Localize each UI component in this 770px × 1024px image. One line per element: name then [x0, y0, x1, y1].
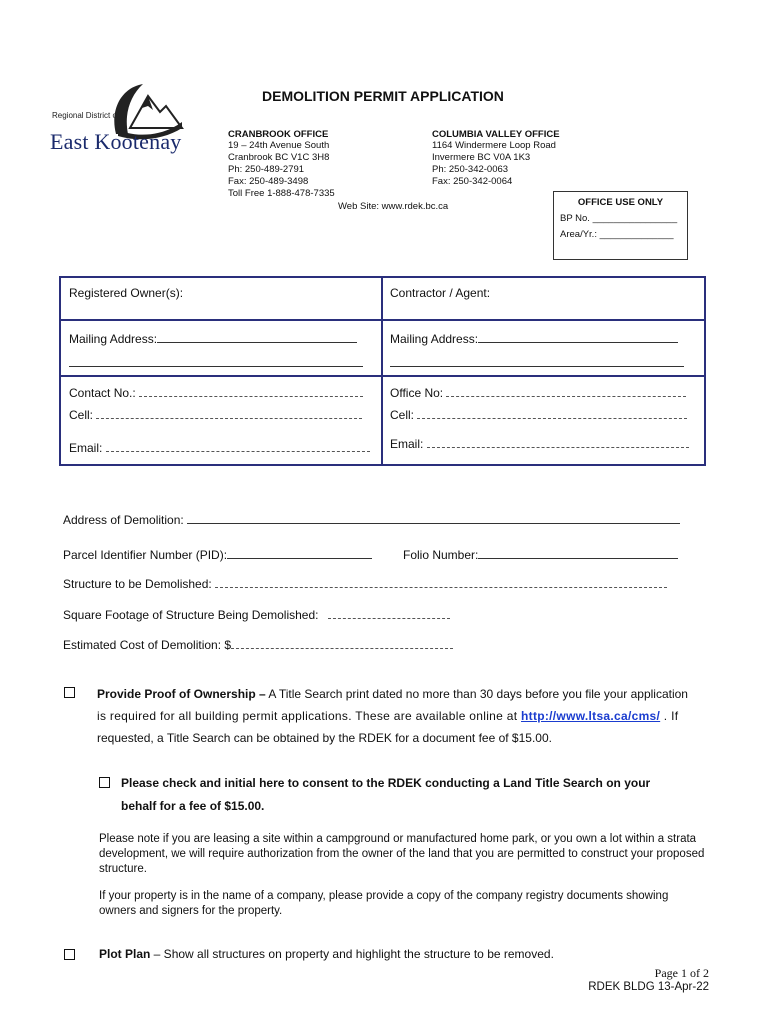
area-year: Area/Yr.: ______________ — [560, 229, 674, 240]
owner-contact-input[interactable] — [139, 396, 363, 397]
ownership-text2: is required for all building permit applications. These are available online at — [97, 709, 522, 723]
rdek-logo — [48, 76, 188, 161]
page-title: DEMOLITION PERMIT APPLICATION — [262, 88, 504, 104]
cranbrook-address2: Cranbrook BC V1C 3H8 — [228, 152, 330, 163]
logo-big-text: East Kootenay — [50, 129, 182, 154]
structure-label: Structure to be Demolished: — [63, 577, 212, 591]
columbia-address2: Invermere BC V0A 1K3 — [432, 152, 531, 163]
ownership-bold: Provide Proof of Ownership – — [97, 687, 266, 701]
columbia-address1: 1164 Windermere Loop Road — [432, 140, 556, 151]
ownership-text3: . If — [660, 709, 679, 723]
plot-plan-checkbox[interactable] — [64, 949, 75, 960]
form-code: RDEK BLDG 13-Apr-22 — [588, 981, 709, 993]
office-use-box — [553, 191, 688, 260]
company-note: If your property is in the name of a company, please provide a copy of the company registry documents showing owners and signers for the property. — [99, 890, 669, 917]
sqft-input[interactable] — [328, 618, 450, 619]
cranbrook-phone: Ph: 250-489-2791 — [228, 164, 305, 175]
plot-plan-text: – Show all structures on property and highlight the structure to be removed. — [150, 947, 554, 961]
ownership-paragraph — [97, 683, 709, 749]
owner-mailing-input[interactable] — [157, 342, 357, 343]
consent-line1: Please check and initial here to consent to the RDEK conducting a Land Title Search on your — [121, 776, 651, 790]
owner-email-label: Email: — [69, 441, 103, 455]
cost-input[interactable] — [231, 648, 453, 649]
contractor-mailing-input-2[interactable] — [390, 352, 684, 367]
contractor-office-label: Office No: — [390, 386, 444, 400]
contractor-email-label: Email: — [390, 437, 424, 451]
sqft-label: Square Footage of Structure Being Demolished: — [63, 608, 319, 622]
plot-plan-paragraph — [99, 947, 554, 961]
page-number: Page 1 of 2 — [654, 966, 709, 980]
owner-cell-label: Cell: — [69, 408, 94, 422]
cost-label: Estimated Cost of Demolition: $ — [63, 638, 232, 652]
contractor-mailing-label: Mailing Address: — [390, 332, 479, 346]
ownership-text1: A Title Search print dated no more than 30 days before you file your application — [265, 687, 688, 701]
owner-cell-input[interactable] — [96, 418, 362, 419]
consent-paragraph — [121, 772, 721, 794]
plot-plan-bold: Plot Plan — [99, 947, 151, 961]
folio-input[interactable] — [478, 558, 678, 559]
ownership-checkbox[interactable] — [64, 687, 75, 698]
pid-label: Parcel Identifier Number (PID): — [63, 548, 228, 562]
contractor-cell-input[interactable] — [417, 418, 687, 419]
cranbrook-tollfree: Toll Free 1-888-478-7335 — [228, 188, 335, 199]
columbia-heading: COLUMBIA VALLEY OFFICE — [432, 129, 560, 140]
owner-label: Registered Owner(s): — [69, 286, 184, 300]
address-demolition-input[interactable] — [187, 523, 680, 524]
structure-input[interactable] — [215, 587, 667, 588]
contractor-cell-label: Cell: — [390, 408, 415, 422]
logo-small-text: Regional District of — [52, 111, 120, 120]
cranbrook-address1: 19 – 24th Avenue South — [228, 140, 330, 151]
cranbrook-fax: Fax: 250-489-3498 — [228, 176, 309, 187]
cranbrook-heading: CRANBROOK OFFICE — [228, 129, 329, 140]
columbia-phone: Ph: 250-342-0063 — [432, 164, 509, 175]
ltsa-link[interactable]: http://www.ltsa.ca/cms/ — [521, 709, 661, 723]
cranbrook-office — [228, 129, 335, 200]
columbia-office — [432, 129, 560, 188]
contractor-mailing-input[interactable] — [478, 342, 678, 343]
columbia-fax: Fax: 250-342-0064 — [432, 176, 513, 187]
contractor-email-input[interactable] — [427, 447, 689, 448]
ownership-text4: requested, a Title Search can be obtained by the RDEK for a document fee of $15.00. — [97, 731, 552, 745]
owner-email-input[interactable] — [106, 451, 370, 452]
owner-contact-label: Contact No.: — [69, 386, 136, 400]
consent-checkbox[interactable] — [99, 777, 110, 788]
lease-note: Please note if you are leasing a site within a campground or manufactured home park, or you own a lot within a strata development, we will require authorization from the owner of the land that you are permitted to construct your proposed structure. — [99, 833, 705, 875]
owner-contractor-grid — [59, 276, 706, 466]
contractor-label: Contractor / Agent: — [390, 286, 491, 300]
pid-input[interactable] — [227, 558, 372, 559]
contractor-office-input[interactable] — [446, 396, 686, 397]
bp-number: BP No. ________________ — [560, 213, 678, 224]
folio-label: Folio Number: — [403, 548, 479, 562]
owner-mailing-input-2[interactable] — [69, 352, 363, 367]
office-use-heading: OFFICE USE ONLY — [577, 197, 664, 208]
consent-line2: behalf for a fee of $15.00. — [121, 799, 265, 813]
website: Web Site: www.rdek.bc.ca — [338, 201, 449, 212]
owner-mailing-label: Mailing Address: — [69, 332, 158, 346]
address-demolition-label: Address of Demolition: — [63, 513, 184, 527]
